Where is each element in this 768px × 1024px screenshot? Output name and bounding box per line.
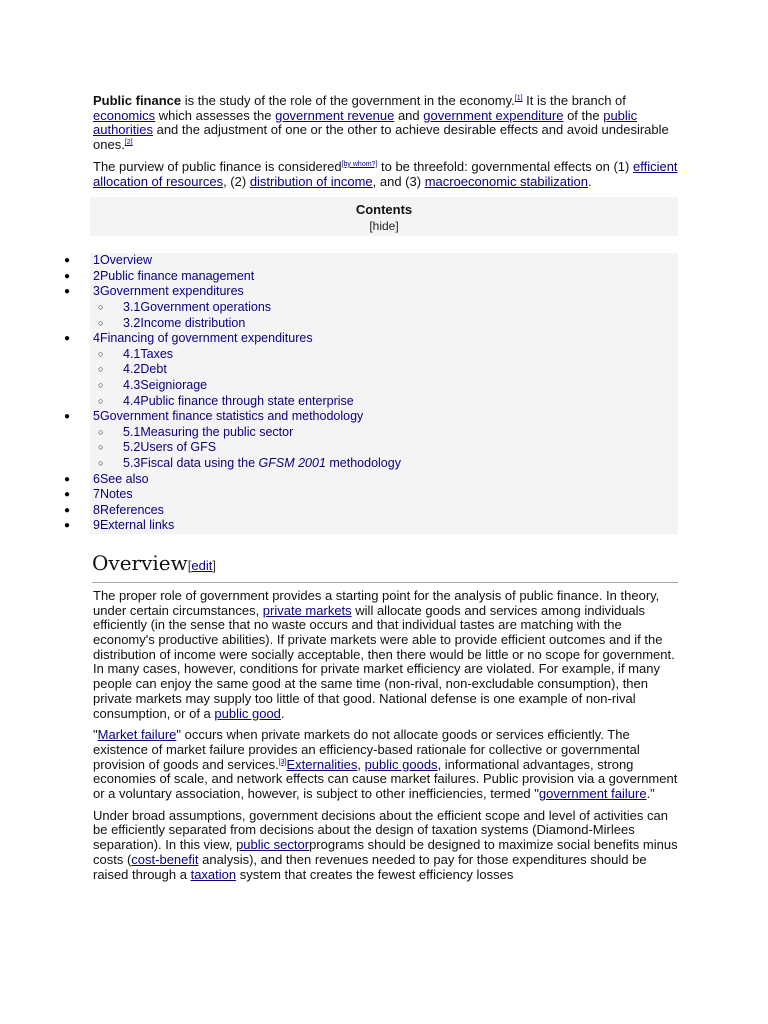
toc-number: 9 [93, 518, 100, 533]
link-government-failure[interactable]: government failure [538, 786, 647, 802]
citation-1[interactable]: [1] [514, 95, 523, 102]
toc-number: 5.2 [123, 440, 141, 455]
disc-bullet-icon: ● [64, 504, 71, 516]
toc-list [64, 253, 678, 534]
toc-item-6[interactable] [64, 471, 678, 488]
disc-bullet-icon: ● [64, 520, 71, 532]
link-government-revenue[interactable]: government revenue [275, 107, 395, 123]
text: and [394, 107, 424, 123]
toc-header [90, 197, 678, 236]
toc-number: 5.3 [123, 455, 141, 470]
link-private-markets[interactable]: private markets [262, 602, 352, 618]
circle-bullet-icon: ○ [98, 379, 104, 390]
toc-label: Government expenditures [99, 284, 244, 299]
toc-label: Debt [140, 362, 167, 377]
toc-label: Seigniorage [140, 377, 208, 392]
link-government-expenditure[interactable]: government expenditure [423, 107, 564, 123]
text: ." [646, 786, 655, 802]
disc-bullet-icon: ● [64, 473, 71, 485]
disc-bullet-icon: ● [64, 286, 71, 298]
bracket: [ [187, 557, 192, 573]
toc-item-3-2[interactable] [90, 316, 678, 332]
circle-bullet-icon: ○ [98, 395, 104, 406]
section-heading-overview [92, 551, 678, 583]
disc-bullet-icon: ● [64, 270, 71, 282]
citation-3[interactable]: [3] [278, 758, 287, 766]
overview-paragraph-1 [93, 589, 678, 721]
toc-item-4-4[interactable] [90, 394, 678, 410]
text: The proper role of government provides a starting point for the analysis of public finance. In theory, under certain circumstances, [93, 587, 660, 618]
toc-item-7[interactable] [64, 487, 678, 503]
toc-label: External links [99, 518, 175, 533]
text: , informational advantages, strong economies of scale, and network effects can cause market failures. Public provision via a government or a voluntary association, however, is subject to other inefficiencies, termed " [93, 756, 678, 802]
disc-bullet-icon: ● [64, 411, 71, 423]
text: Under broad assumptions, government decisions about the efficient scope and level of activities can be efficiently separated from decisions about the design of taxation systems (Diamond-Mirlees separation). In this view, [93, 807, 668, 853]
toc-number: 4.3 [123, 377, 141, 392]
toc-label: Measuring the public sector [140, 424, 294, 439]
toc-number: 3.1 [123, 300, 141, 314]
link-market-failure[interactable]: Market failure [97, 727, 177, 743]
toc-item-1[interactable] [64, 253, 678, 269]
edit-link[interactable]: edit [191, 557, 213, 573]
toc-label: Fiscal data using the [140, 455, 259, 470]
text: , (2) [223, 173, 250, 189]
toc-label: See also [99, 471, 149, 486]
toc-item-4-1[interactable] [90, 347, 678, 363]
text: The purview of public finance is considered [93, 158, 342, 174]
toc-label: Government operations [140, 300, 272, 314]
toc-number: 5 [93, 409, 100, 424]
toc-label-italic: GFSM 2001 [258, 455, 326, 470]
disc-bullet-icon: ● [64, 333, 71, 345]
heading-text: Overview [92, 550, 188, 575]
toc-label: Public finance management [99, 268, 255, 283]
text: and the adjustment of one or the other to achieve desirable effects and avoid undesirable ones. [93, 122, 669, 153]
toc-number: 5.1 [123, 424, 141, 439]
citation-by-whom[interactable]: [by whom?] [341, 160, 378, 168]
toc-number: 3 [93, 284, 100, 299]
toc-title: Contents [355, 202, 413, 218]
text: It is the branch of [522, 93, 626, 108]
bracket: ] [212, 557, 216, 573]
toc-number: 6 [93, 471, 100, 486]
toc-item-2[interactable] [64, 268, 678, 285]
toc-number: 4 [93, 331, 100, 346]
text: . [280, 705, 285, 721]
toc-label: Financing of government expenditures [99, 331, 313, 346]
toc-label: References [99, 502, 164, 517]
circle-bullet-icon: ○ [98, 317, 104, 328]
intro-paragraph-1 [93, 94, 678, 153]
toc-label: Public finance through state enterprise [140, 393, 354, 408]
edit-section [188, 558, 216, 573]
link-taxation[interactable]: taxation [190, 866, 237, 882]
text: to be threefold: governmental effects on (1) [377, 158, 633, 174]
text: , [357, 756, 365, 772]
link-macroeconomic-stabilization[interactable]: macroeconomic stabilization [424, 173, 588, 189]
citation-2[interactable]: [2] [124, 139, 133, 147]
link-externalities[interactable]: Externalities [286, 756, 358, 772]
toc-number: 1 [93, 253, 100, 268]
article-body [64, 93, 678, 889]
text: , and (3) [372, 173, 425, 189]
circle-bullet-icon: ○ [98, 442, 104, 453]
toc-item-5[interactable] [64, 409, 678, 425]
text: of the [563, 107, 604, 123]
toc-number: 4.1 [123, 346, 141, 361]
text: system that creates the fewest efficiency losses [236, 866, 514, 882]
circle-bullet-icon: ○ [98, 302, 104, 312]
toc-number: 2 [93, 268, 100, 283]
link-public-authorities[interactable]: public authorities [93, 107, 638, 138]
text: " [93, 727, 98, 743]
toc-label: Income distribution [140, 315, 246, 330]
text: will allocate goods and services among individuals efficiently (in the sense that no waste occurs and that individual tastes are matching with the economy's productive abilities). If private markets were able to provide efficient outcomes and if the distribution of income were socially acceptable, then there would be little or no scope for government. In many cases, however, conditions for private market efficiency are violated. For example, if many people can enjoy the same good at the same time (non-rival, non-excludable consumption), then private markets may supply too little of that good. National defense is one example of non-rival consumption, or of a [93, 602, 675, 721]
circle-bullet-icon: ○ [98, 457, 104, 468]
overview-paragraph-3 [93, 809, 678, 883]
toc-item-8[interactable] [64, 502, 678, 519]
link-cost-benefit[interactable]: cost-benefit [131, 851, 199, 867]
toc-hide-toggle[interactable]: [hide] [369, 219, 399, 234]
text: which assesses the [155, 107, 276, 123]
toc-number: 7 [93, 487, 100, 502]
toc-item-5-3[interactable] [90, 456, 678, 472]
toc-item-3-1[interactable] [90, 300, 678, 316]
toc-item-4[interactable] [64, 331, 678, 347]
text: . [587, 173, 592, 189]
toc-label: Overview [99, 253, 153, 268]
toc-number: 4.4 [123, 393, 141, 408]
toc-label: Government finance statistics and methodology [99, 409, 364, 424]
text: " occurs when private markets do not allocate goods or services efficiently. The existence of market failure provides an efficiency-based rationale for collective or governmental provision of goods and services. [93, 727, 640, 772]
toc-label: Notes [99, 487, 133, 502]
link-public-goods[interactable]: public goods [364, 756, 438, 772]
toc-item-5-2[interactable] [90, 440, 678, 456]
link-public-sector[interactable]: public sector [236, 837, 310, 853]
link-efficient-allocation[interactable]: efficient allocation of resources [93, 158, 678, 189]
toc-item-3[interactable] [64, 284, 678, 300]
toc-label-suffix: methodology [325, 455, 401, 470]
toc-number: 4.2 [123, 362, 141, 377]
disc-bullet-icon: ● [64, 255, 71, 267]
text: is the study of the role of the government in the economy. [181, 93, 515, 108]
toc-label: Users of GFS [140, 440, 217, 455]
term-public-finance: Public finance [93, 93, 182, 108]
overview-paragraph-2 [93, 728, 678, 802]
toc-item-4-2[interactable] [90, 362, 678, 378]
link-distribution-of-income[interactable]: distribution of income [249, 173, 373, 189]
intro-paragraph-2 [93, 160, 678, 189]
text: programs should be designed to maximize social benefits minus costs ( [93, 837, 678, 867]
circle-bullet-icon: ○ [98, 364, 104, 375]
link-public-good[interactable]: public good [214, 705, 281, 721]
toc-item-9[interactable] [64, 518, 678, 534]
toc-item-5-1[interactable] [90, 425, 678, 441]
toc-label: Taxes [140, 346, 174, 361]
link-economics[interactable]: economics [93, 107, 156, 123]
circle-bullet-icon: ○ [98, 348, 104, 359]
toc-number: 8 [93, 502, 100, 517]
toc-item-4-3[interactable] [90, 378, 678, 394]
toc-number: 3.2 [123, 315, 141, 330]
text: analysis), and then revenues needed to pay for those expenditures should be raised through a [93, 851, 647, 882]
circle-bullet-icon: ○ [98, 426, 104, 437]
disc-bullet-icon: ● [64, 489, 71, 501]
